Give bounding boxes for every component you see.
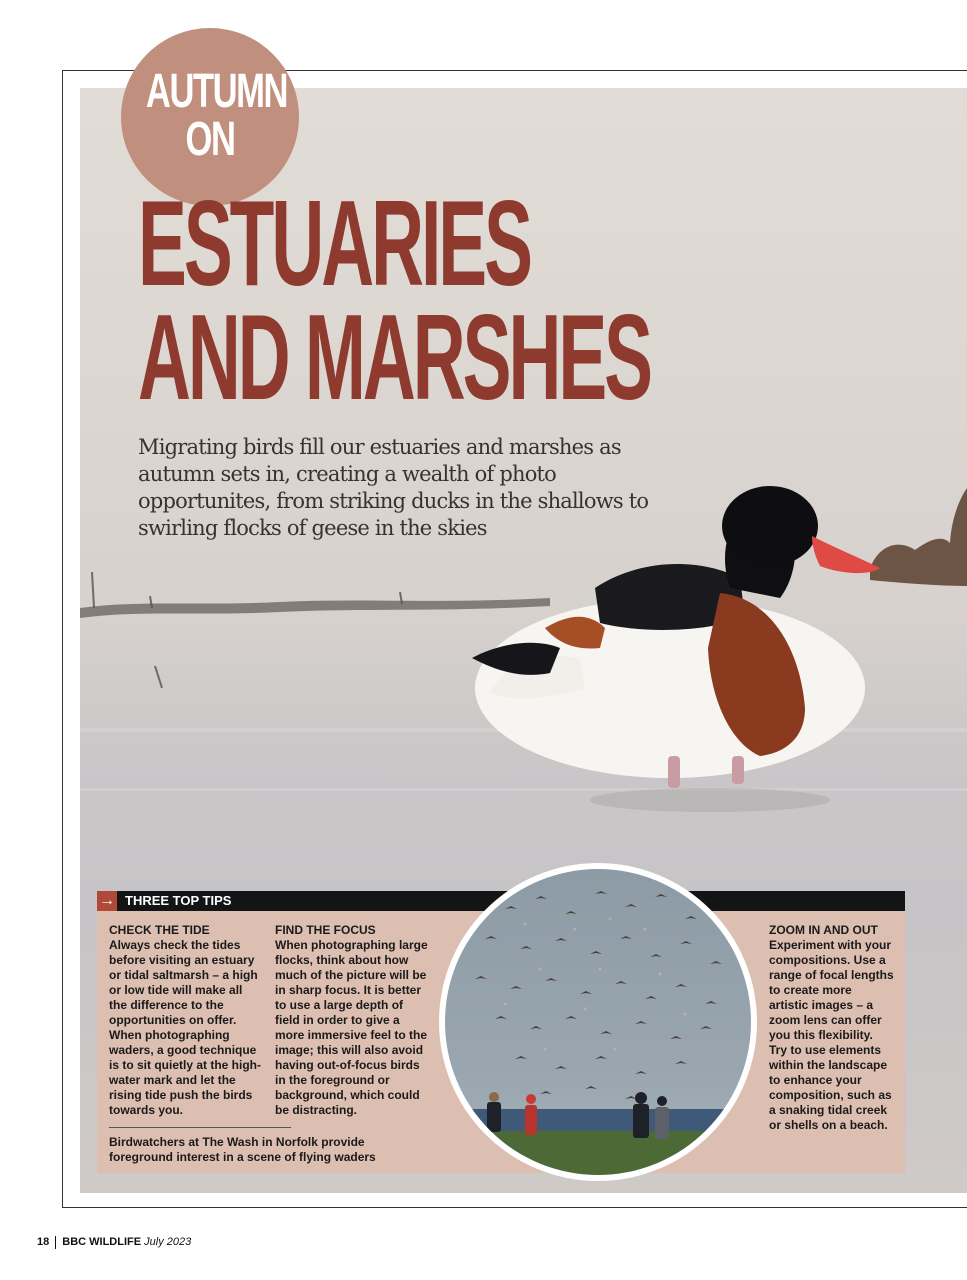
- tip-title: FIND THE FOCUS: [275, 923, 376, 937]
- tip-body: When photographing large flocks, think about how much of the picture will be in sharp focus. It is better to use a large depth of field in order to give a more immersive feel to the image; this will also avoid having out-of-focus birds in the foreground or background, which could be distracting.: [275, 938, 428, 1117]
- tip-title: ZOOM IN AND OUT: [769, 923, 878, 937]
- caption-rule: [109, 1127, 291, 1128]
- arrow-right-icon: →: [99, 892, 115, 909]
- title-line-1: ESTUARIES: [138, 175, 530, 311]
- article-title: [138, 175, 650, 425]
- tip-body: Always check the tides before visiting an estuary or tidal saltmarsh – a high or low tide will make all the difference to the opportunities on offer. When photographing waders, a good technique is to sit quietly at the high-water mark and let the rising tide push the birds towards you.: [109, 938, 262, 1117]
- birdwatchers-photo: [445, 869, 751, 1175]
- tips-heading: THREE TOP TIPS: [125, 893, 232, 908]
- issue-date: July 2023: [144, 1236, 192, 1248]
- tip-title: CHECK THE TIDE: [109, 923, 210, 937]
- magazine-name: BBC WILDLIFE: [62, 1236, 142, 1248]
- footer-divider: [55, 1236, 56, 1249]
- kicker: [145, 65, 288, 166]
- title-line-2: AND MARSHES: [138, 289, 650, 425]
- tip-zoom-in-and-out: [769, 923, 894, 1133]
- tip-find-the-focus: [275, 923, 430, 1118]
- page-number: 18: [37, 1236, 50, 1248]
- tip-check-the-tide: [109, 923, 261, 1118]
- photo-caption: Birdwatchers at The Wash in Norfolk provide foreground interest in a scene of flying waders: [109, 1135, 376, 1164]
- kicker-line-2: ON: [185, 113, 235, 166]
- standfirst: Migrating birds fill our estuaries and marshes as autumn sets in, creating a wealth of photo opportunites, from striking ducks in the shallows to swirling flocks of geese in the skies: [138, 435, 649, 540]
- tip-body: Experiment with your compositions. Use a range of focal lengths to create more artistic images – a zoom lens can offer you this flexibility. Try to use elements within the landscape to enhance your composition, such as a snaking tidal creek or shells on a beach.: [769, 938, 894, 1132]
- kicker-line-1: AUTUMN: [145, 65, 288, 118]
- page-footer: [37, 1235, 191, 1249]
